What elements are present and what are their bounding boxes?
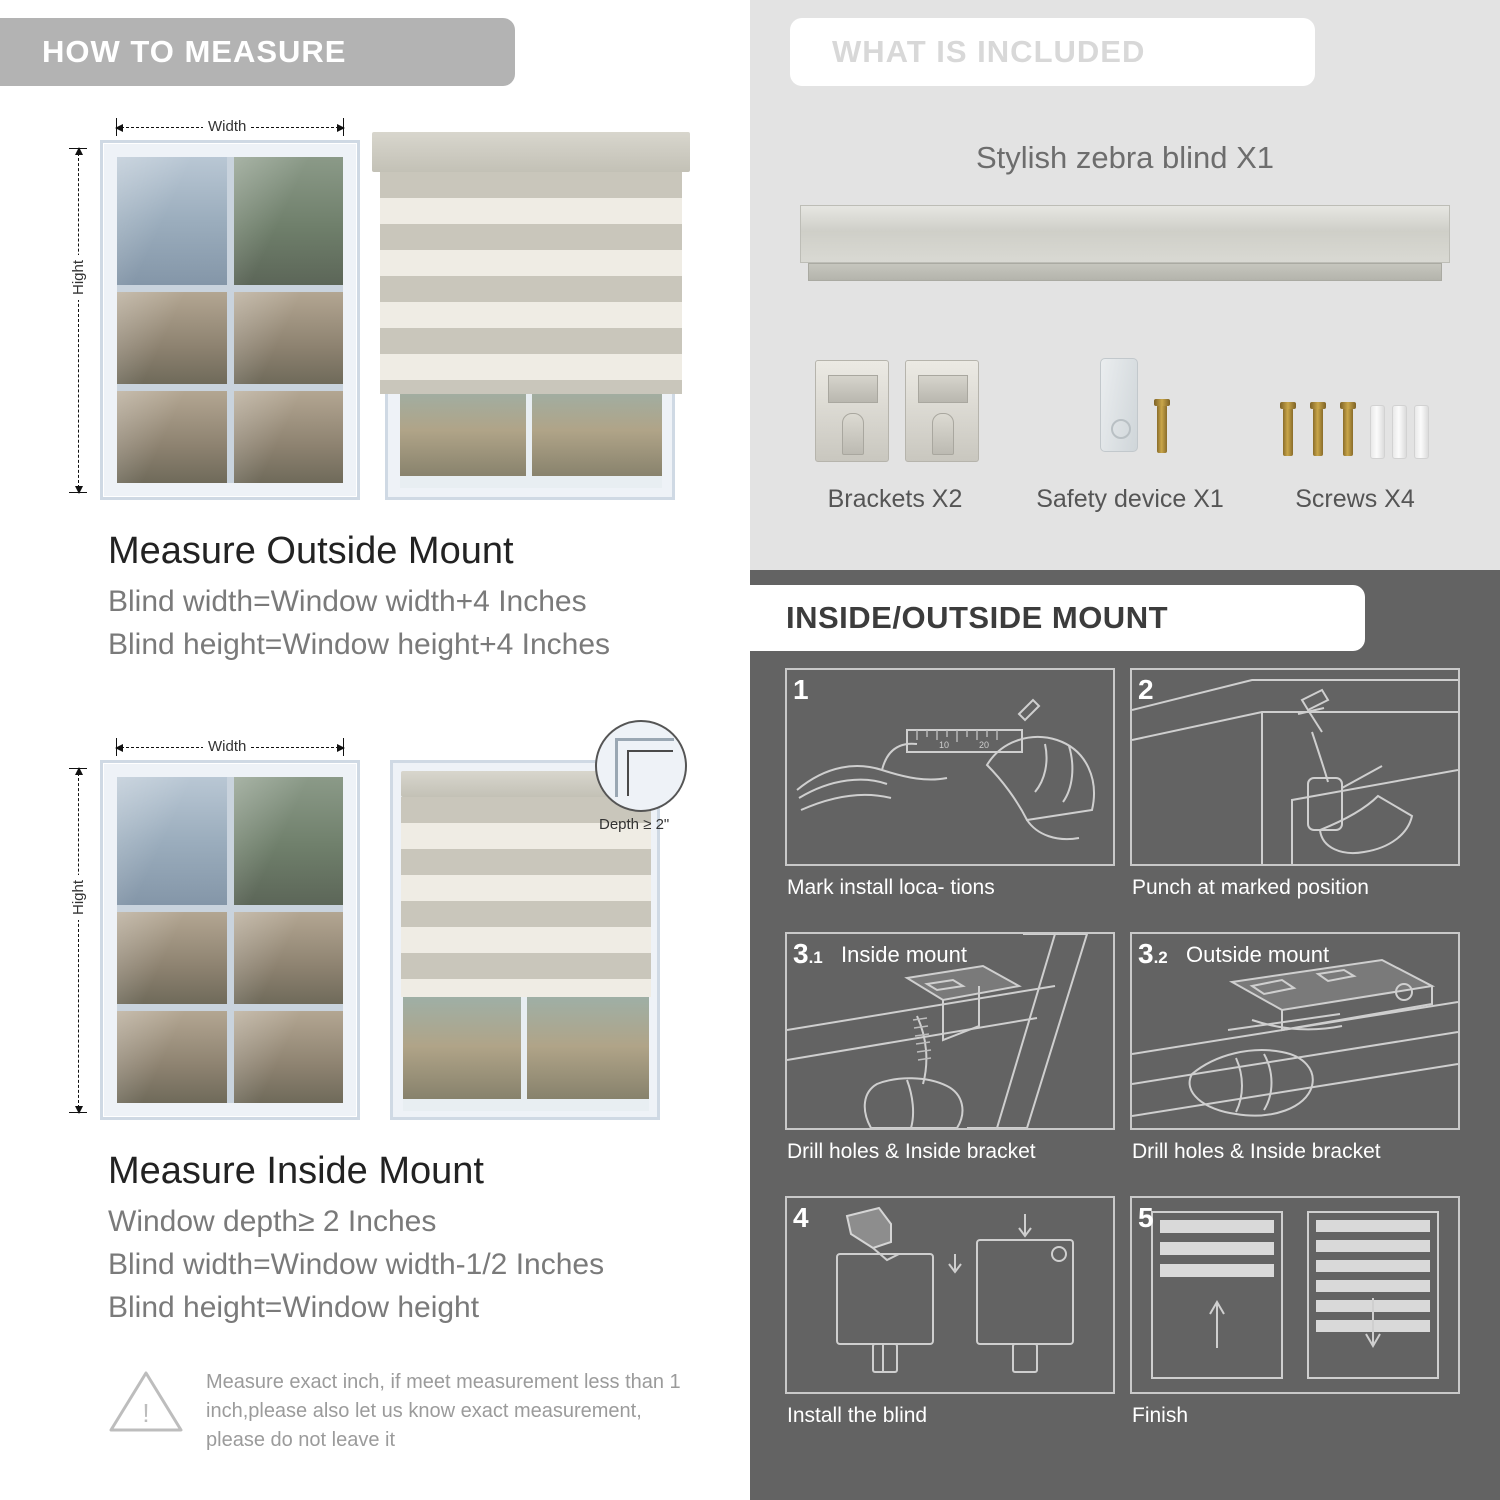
- bracket-icon: [815, 360, 889, 462]
- inside-mount-window-with-blind: [390, 760, 660, 1120]
- outside-height-label: Hight: [70, 255, 87, 300]
- step-caption: Drill holes & Inside bracket: [787, 1140, 1036, 1163]
- screw-icon: [1157, 405, 1167, 453]
- blind-fabric: [380, 172, 682, 394]
- window-pane: [117, 292, 227, 384]
- step-caption: Finish: [1132, 1404, 1189, 1427]
- screw-icon: [1313, 408, 1323, 456]
- outside-mount-line2: Blind height=Window height+4 Inches: [108, 628, 611, 661]
- step-number: 3.1: [793, 938, 823, 969]
- how-to-measure-banner: HOW TO MEASURE: [0, 18, 515, 86]
- window-pane: [234, 292, 344, 384]
- mount-step-4: [785, 1196, 1115, 1446]
- tick: [69, 768, 87, 769]
- step-caption: Install the blind: [787, 1404, 928, 1427]
- outside-mount-line1: Blind width=Window width+4 Inches: [108, 585, 587, 618]
- window-pane: [234, 912, 344, 1004]
- outside-mount-title: Measure Outside Mount: [108, 530, 514, 572]
- inside-mount-line2: Blind width=Window width-1/2 Inches: [108, 1248, 605, 1281]
- anchor-icon: [1392, 405, 1407, 459]
- measure-warning: [108, 1368, 688, 1455]
- svg-text:10: 10: [939, 740, 950, 750]
- window-pane: [234, 391, 344, 483]
- window-illustration: [100, 760, 360, 1120]
- outside-mount-diagram: [0, 0, 740, 661]
- screw-icon: [1283, 408, 1293, 456]
- step-inline-label: Inside mount: [841, 942, 967, 967]
- inside-mount-diagram: [0, 620, 740, 1324]
- tick: [116, 118, 117, 136]
- inside-width-label: Width: [203, 738, 251, 755]
- step-inline-label: Outside mount: [1186, 942, 1330, 967]
- tick: [69, 148, 87, 149]
- anchor-icon: [1370, 405, 1385, 459]
- window-pane: [117, 777, 227, 905]
- how-to-measure-section: [0, 0, 740, 1500]
- inside-mount-line1: Window depth≥ 2 Inches: [108, 1205, 437, 1238]
- safety-device-icon: [1100, 358, 1138, 452]
- zebra-blind-headrail-image: [800, 205, 1450, 283]
- step-number: 5: [1138, 1202, 1154, 1233]
- inside-outside-mount-banner: INSIDE/OUTSIDE MOUNT: [750, 585, 1365, 651]
- what-is-included-banner: WHAT IS INCLUDED: [790, 18, 1315, 86]
- warning-text: Measure exact inch, if meet measurement less than 1 inch,please also let us know exact measurement, please do not leave it: [206, 1371, 681, 1451]
- window-pane: [117, 912, 227, 1004]
- step-number: 2: [1138, 674, 1154, 705]
- step-caption: Punch at marked position: [1132, 876, 1369, 899]
- tick: [343, 118, 344, 136]
- warning-triangle-icon: [108, 1368, 184, 1434]
- screw-icon: [1343, 408, 1353, 456]
- mount-step-3-2: [1130, 932, 1460, 1182]
- inside-height-arrow: [78, 768, 80, 1113]
- step-caption: Drill holes & Inside bracket: [1132, 1140, 1381, 1163]
- tick: [69, 492, 87, 493]
- svg-text:20: 20: [979, 740, 990, 750]
- window-illustration: [100, 140, 360, 500]
- mount-step-2: [1130, 668, 1460, 918]
- window-pane: [117, 391, 227, 483]
- mount-step-5: [1130, 1196, 1460, 1446]
- step-number: 4: [793, 1202, 809, 1233]
- mount-step-1: [785, 668, 1115, 918]
- inside-mount-line3: Blind height=Window height: [108, 1291, 480, 1324]
- included-part-label-safety: Safety device X1: [1036, 485, 1224, 513]
- step-number: 3.2: [1138, 938, 1168, 969]
- tick: [343, 738, 344, 756]
- tick: [69, 1112, 87, 1113]
- included-part-label-screws: Screws X4: [1295, 485, 1415, 513]
- mount-step-3-1: [785, 932, 1115, 1182]
- step-number: 1: [793, 674, 809, 705]
- anchor-icon: [1414, 405, 1429, 459]
- inside-mount-title: Measure Inside Mount: [108, 1150, 484, 1192]
- step-caption: Mark install loca- tions: [787, 876, 995, 899]
- window-pane: [234, 1011, 344, 1103]
- blind-headrail: [372, 132, 690, 172]
- included-part-label-brackets: Brackets X2: [827, 485, 963, 513]
- outside-width-label: Width: [203, 118, 251, 135]
- included-main-item-label: Stylish zebra blind X1: [975, 140, 1275, 175]
- inside-height-label: Hight: [70, 875, 87, 920]
- window-pane: [117, 157, 227, 285]
- depth-label: Depth ≥ 2": [599, 816, 670, 833]
- depth-callout: [595, 720, 687, 812]
- window-pane: [234, 777, 344, 905]
- window-pane: [234, 157, 344, 285]
- tick: [116, 738, 117, 756]
- bracket-icon: [905, 360, 979, 462]
- svg-text:!: !: [142, 1398, 150, 1428]
- window-pane: [117, 1011, 227, 1103]
- outside-height-arrow: [78, 148, 80, 493]
